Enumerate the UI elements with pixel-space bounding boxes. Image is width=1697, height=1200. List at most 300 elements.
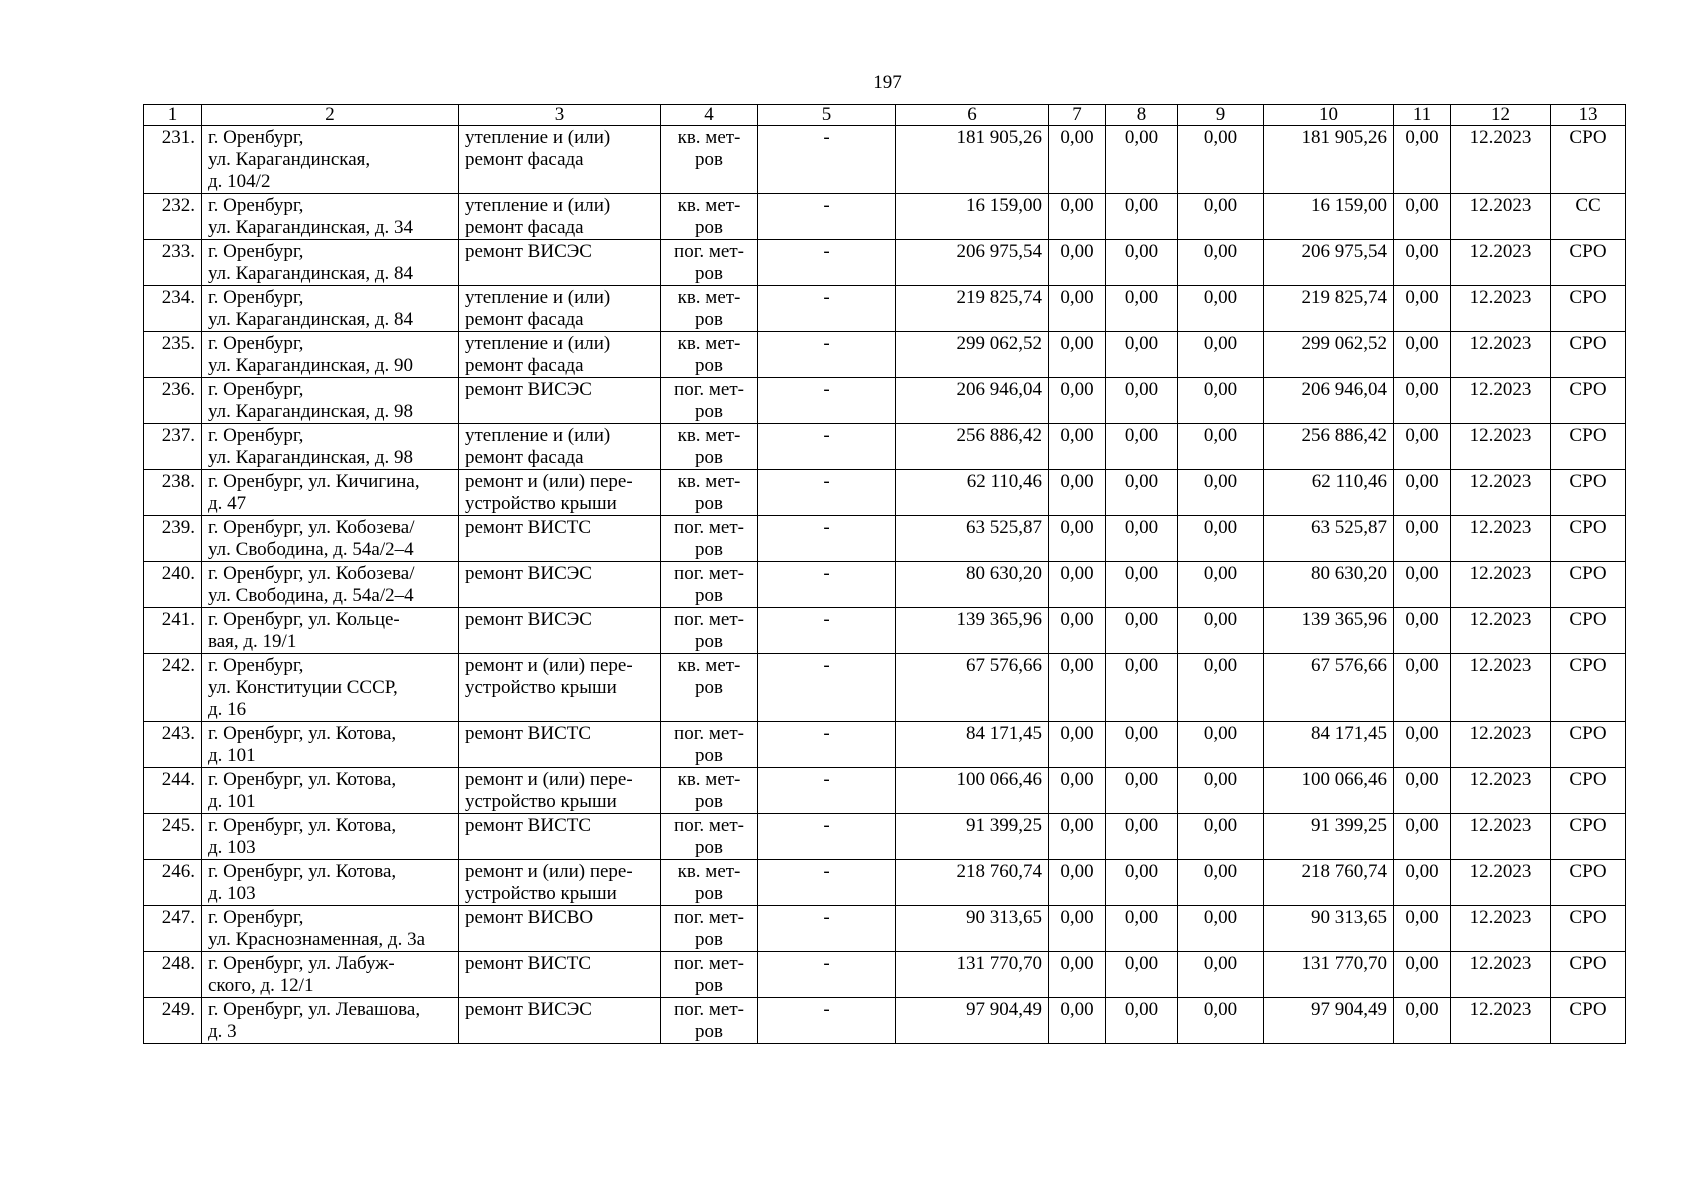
- cell-col8: 0,00: [1106, 332, 1178, 378]
- cell-unit-line: ров: [695, 493, 723, 514]
- cell-unit-line: кв. мет-: [677, 127, 741, 148]
- cell-row-number: 245.: [144, 814, 202, 860]
- cell-address: [202, 860, 459, 906]
- cell-unit-line: кв. мет-: [677, 287, 741, 308]
- cell-row-number: 238.: [144, 470, 202, 516]
- cell-amount-total: 80 630,20: [896, 562, 1049, 608]
- cell-address-line: д. 47: [208, 493, 247, 514]
- cell-work-type: [459, 860, 661, 906]
- cell-amount-fund: 206 946,04: [1264, 378, 1394, 424]
- table-row: [144, 998, 1626, 1044]
- cell-col8: 0,00: [1106, 814, 1178, 860]
- cell-unit-line: кв. мет-: [677, 425, 741, 446]
- cell-address-line: вая, д. 19/1: [208, 631, 297, 652]
- cell-col5: -: [758, 860, 896, 906]
- cell-work-type: [459, 952, 661, 998]
- cell-unit-line: кв. мет-: [677, 655, 741, 676]
- table-row: [144, 722, 1626, 768]
- cell-unit: [661, 562, 758, 608]
- cell-unit: [661, 240, 758, 286]
- cell-col11: 0,00: [1394, 240, 1451, 286]
- cell-address-line: ул. Свободина, д. 54а/2–4: [208, 539, 414, 560]
- cell-unit-line: пог. мет-: [674, 609, 744, 630]
- cell-col5: -: [758, 286, 896, 332]
- cell-method: СРО: [1551, 654, 1626, 722]
- cell-col11: 0,00: [1394, 378, 1451, 424]
- cell-col9: 0,00: [1178, 424, 1264, 470]
- cell-unit: [661, 654, 758, 722]
- cell-deadline: 12.2023: [1451, 378, 1551, 424]
- cell-address-line: г. Оренбург,: [208, 333, 304, 354]
- cell-col7: 0,00: [1049, 470, 1106, 516]
- cell-address: [202, 562, 459, 608]
- cell-col9: 0,00: [1178, 240, 1264, 286]
- cell-work-type: [459, 240, 661, 286]
- cell-unit-line: пог. мет-: [674, 815, 744, 836]
- cell-unit: [661, 470, 758, 516]
- cell-amount-fund: 299 062,52: [1264, 332, 1394, 378]
- cell-col8: 0,00: [1106, 654, 1178, 722]
- cell-unit-line: пог. мет-: [674, 907, 744, 928]
- cell-col11: 0,00: [1394, 516, 1451, 562]
- cell-address-line: д. 3: [208, 1021, 237, 1042]
- cell-amount-fund: 67 576,66: [1264, 654, 1394, 722]
- cell-col7: 0,00: [1049, 332, 1106, 378]
- cell-address-line: г. Оренбург, ул. Левашова,: [208, 999, 421, 1020]
- cell-row-number: 239.: [144, 516, 202, 562]
- cell-work-type-line: ремонт ВИСЭС: [465, 379, 592, 400]
- cell-method: СС: [1551, 194, 1626, 240]
- cell-col9: 0,00: [1178, 814, 1264, 860]
- cell-method: СРО: [1551, 814, 1626, 860]
- cell-row-number: 234.: [144, 286, 202, 332]
- cell-unit: [661, 608, 758, 654]
- cell-work-type-line: ремонт ВИСЭС: [465, 241, 592, 262]
- column-header-9: 9: [1178, 105, 1264, 126]
- cell-amount-total: 90 313,65: [896, 906, 1049, 952]
- cell-col11: 0,00: [1394, 722, 1451, 768]
- cell-address-line: ул. Карагандинская, д. 98: [208, 447, 414, 468]
- cell-unit: [661, 332, 758, 378]
- table-row: [144, 424, 1626, 470]
- cell-row-number: 242.: [144, 654, 202, 722]
- cell-address: [202, 194, 459, 240]
- table-header: [144, 105, 1626, 126]
- cell-col9: 0,00: [1178, 126, 1264, 194]
- cell-amount-total: 62 110,46: [896, 470, 1049, 516]
- cell-address: [202, 470, 459, 516]
- cell-col9: 0,00: [1178, 332, 1264, 378]
- cell-col11: 0,00: [1394, 286, 1451, 332]
- cell-col8: 0,00: [1106, 768, 1178, 814]
- cell-work-type: [459, 332, 661, 378]
- cell-deadline: 12.2023: [1451, 608, 1551, 654]
- cell-col8: 0,00: [1106, 378, 1178, 424]
- cell-unit-line: ров: [695, 975, 723, 996]
- cell-method: СРО: [1551, 608, 1626, 654]
- cell-method: СРО: [1551, 424, 1626, 470]
- cell-col11: 0,00: [1394, 654, 1451, 722]
- table-row: [144, 654, 1626, 722]
- cell-deadline: 12.2023: [1451, 562, 1551, 608]
- cell-deadline: 12.2023: [1451, 332, 1551, 378]
- cell-col5: -: [758, 608, 896, 654]
- cell-amount-total: 67 576,66: [896, 654, 1049, 722]
- cell-address-line: г. Оренбург, ул. Кольце-: [208, 609, 400, 630]
- cell-col7: 0,00: [1049, 424, 1106, 470]
- cell-work-type-line: ремонт и (или) пере-: [465, 861, 633, 882]
- cell-method: СРО: [1551, 860, 1626, 906]
- cell-address-line: ул. Карагандинская, д. 84: [208, 309, 414, 330]
- cell-deadline: 12.2023: [1451, 654, 1551, 722]
- cell-unit-line: ров: [695, 883, 723, 904]
- cell-work-type-line: ремонт ВИСТС: [465, 953, 592, 974]
- cell-work-type-line: ремонт фасада: [465, 447, 584, 468]
- cell-col7: 0,00: [1049, 998, 1106, 1044]
- cell-work-type-line: ремонт ВИСЭС: [465, 563, 592, 584]
- cell-deadline: 12.2023: [1451, 722, 1551, 768]
- cell-amount-fund: 100 066,46: [1264, 768, 1394, 814]
- cell-col8: 0,00: [1106, 240, 1178, 286]
- cell-col9: 0,00: [1178, 906, 1264, 952]
- cell-col9: 0,00: [1178, 952, 1264, 998]
- cell-col11: 0,00: [1394, 952, 1451, 998]
- cell-work-type-line: утепление и (или): [465, 127, 611, 148]
- cell-col5: -: [758, 126, 896, 194]
- cell-address-line: д. 103: [208, 837, 256, 858]
- cell-row-number: 237.: [144, 424, 202, 470]
- cell-col8: 0,00: [1106, 860, 1178, 906]
- cell-amount-fund: 63 525,87: [1264, 516, 1394, 562]
- column-header-6: 6: [896, 105, 1049, 126]
- cell-address-line: г. Оренбург,: [208, 241, 304, 262]
- cell-col7: 0,00: [1049, 906, 1106, 952]
- cell-method: СРО: [1551, 562, 1626, 608]
- cell-amount-fund: 131 770,70: [1264, 952, 1394, 998]
- cell-amount-total: 181 905,26: [896, 126, 1049, 194]
- cell-row-number: 233.: [144, 240, 202, 286]
- cell-amount-fund: 219 825,74: [1264, 286, 1394, 332]
- cell-method: СРО: [1551, 332, 1626, 378]
- cell-amount-total: 100 066,46: [896, 768, 1049, 814]
- cell-col8: 0,00: [1106, 126, 1178, 194]
- cell-unit-line: пог. мет-: [674, 517, 744, 538]
- cell-col7: 0,00: [1049, 860, 1106, 906]
- cell-address-line: г. Оренбург, ул. Котова,: [208, 723, 397, 744]
- cell-col9: 0,00: [1178, 378, 1264, 424]
- cell-col7: 0,00: [1049, 654, 1106, 722]
- cell-amount-total: 139 365,96: [896, 608, 1049, 654]
- table-row: [144, 608, 1626, 654]
- cell-col9: 0,00: [1178, 608, 1264, 654]
- cell-unit: [661, 860, 758, 906]
- cell-deadline: 12.2023: [1451, 424, 1551, 470]
- cell-method: СРО: [1551, 906, 1626, 952]
- cell-amount-fund: 206 975,54: [1264, 240, 1394, 286]
- cell-col9: 0,00: [1178, 722, 1264, 768]
- cell-col7: 0,00: [1049, 126, 1106, 194]
- cell-col9: 0,00: [1178, 860, 1264, 906]
- cell-col7: 0,00: [1049, 286, 1106, 332]
- cell-col7: 0,00: [1049, 814, 1106, 860]
- cell-unit-line: ров: [695, 401, 723, 422]
- cell-unit: [661, 906, 758, 952]
- cell-deadline: 12.2023: [1451, 906, 1551, 952]
- cell-row-number: 248.: [144, 952, 202, 998]
- cell-address: [202, 608, 459, 654]
- cell-col8: 0,00: [1106, 516, 1178, 562]
- cell-unit-line: ров: [695, 791, 723, 812]
- cell-col11: 0,00: [1394, 562, 1451, 608]
- cell-col8: 0,00: [1106, 424, 1178, 470]
- cell-address-line: ул. Свободина, д. 54а/2–4: [208, 585, 414, 606]
- table-row: [144, 814, 1626, 860]
- cell-col8: 0,00: [1106, 952, 1178, 998]
- cell-col11: 0,00: [1394, 608, 1451, 654]
- cell-col8: 0,00: [1106, 608, 1178, 654]
- cell-address-line: д. 104/2: [208, 171, 271, 192]
- cell-col11: 0,00: [1394, 906, 1451, 952]
- cell-amount-fund: 218 760,74: [1264, 860, 1394, 906]
- cell-address: [202, 654, 459, 722]
- cell-address: [202, 906, 459, 952]
- cell-address-line: ул. Карагандинская, д. 98: [208, 401, 414, 422]
- cell-row-number: 243.: [144, 722, 202, 768]
- cell-method: СРО: [1551, 952, 1626, 998]
- cell-col5: -: [758, 814, 896, 860]
- cell-unit-line: ров: [695, 585, 723, 606]
- cell-work-type-line: ремонт фасада: [465, 309, 584, 330]
- cell-amount-total: 97 904,49: [896, 998, 1049, 1044]
- cell-col5: -: [758, 768, 896, 814]
- cell-col5: -: [758, 998, 896, 1044]
- cell-address-line: г. Оренбург,: [208, 127, 304, 148]
- cell-col9: 0,00: [1178, 654, 1264, 722]
- cell-address-line: г. Оренбург,: [208, 907, 304, 928]
- cell-col11: 0,00: [1394, 126, 1451, 194]
- cell-method: СРО: [1551, 286, 1626, 332]
- cell-col11: 0,00: [1394, 194, 1451, 240]
- cell-unit-line: кв. мет-: [677, 769, 741, 790]
- cell-address-line: д. 103: [208, 883, 256, 904]
- cell-work-type-line: утепление и (или): [465, 287, 611, 308]
- cell-unit: [661, 516, 758, 562]
- cell-work-type-line: ремонт ВИСТС: [465, 723, 592, 744]
- cell-row-number: 241.: [144, 608, 202, 654]
- cell-unit-line: ров: [695, 837, 723, 858]
- cell-method: СРО: [1551, 768, 1626, 814]
- cell-address-line: г. Оренбург,: [208, 655, 304, 676]
- cell-col7: 0,00: [1049, 952, 1106, 998]
- cell-address-line: ул. Карагандинская, д. 90: [208, 355, 414, 376]
- cell-work-type-line: ремонт фасада: [465, 355, 584, 376]
- cell-col7: 0,00: [1049, 608, 1106, 654]
- cell-unit-line: ров: [695, 149, 723, 170]
- cell-row-number: 235.: [144, 332, 202, 378]
- cell-amount-fund: 90 313,65: [1264, 906, 1394, 952]
- cell-unit-line: ров: [695, 631, 723, 652]
- cell-address: [202, 998, 459, 1044]
- cell-col11: 0,00: [1394, 814, 1451, 860]
- cell-address: [202, 722, 459, 768]
- cell-deadline: 12.2023: [1451, 516, 1551, 562]
- page-number: 197: [873, 72, 902, 93]
- cell-work-type: [459, 194, 661, 240]
- cell-work-type-line: устройство крыши: [465, 493, 617, 514]
- cell-unit: [661, 126, 758, 194]
- cell-deadline: 12.2023: [1451, 814, 1551, 860]
- cell-unit-line: пог. мет-: [674, 999, 744, 1020]
- cell-work-type: [459, 516, 661, 562]
- cell-col7: 0,00: [1049, 562, 1106, 608]
- cell-method: СРО: [1551, 516, 1626, 562]
- cell-col9: 0,00: [1178, 562, 1264, 608]
- cell-deadline: 12.2023: [1451, 470, 1551, 516]
- cell-unit: [661, 814, 758, 860]
- cell-address-line: г. Оренбург,: [208, 379, 304, 400]
- cell-work-type-line: ремонт ВИСВО: [465, 907, 594, 928]
- table-row: [144, 470, 1626, 516]
- cell-deadline: 12.2023: [1451, 952, 1551, 998]
- cell-unit-line: ров: [695, 539, 723, 560]
- cell-col9: 0,00: [1178, 768, 1264, 814]
- cell-col7: 0,00: [1049, 722, 1106, 768]
- cell-work-type-line: устройство крыши: [465, 791, 617, 812]
- cell-unit-line: ров: [695, 217, 723, 238]
- table-row: [144, 906, 1626, 952]
- cell-col8: 0,00: [1106, 562, 1178, 608]
- cell-col11: 0,00: [1394, 332, 1451, 378]
- cell-col5: -: [758, 470, 896, 516]
- cell-address: [202, 240, 459, 286]
- cell-unit-line: пог. мет-: [674, 953, 744, 974]
- cell-unit-line: ров: [695, 309, 723, 330]
- cell-work-type-line: ремонт и (или) пере-: [465, 471, 633, 492]
- table-row: [144, 378, 1626, 424]
- cell-col11: 0,00: [1394, 768, 1451, 814]
- cell-col5: -: [758, 952, 896, 998]
- cell-work-type: [459, 378, 661, 424]
- cell-work-type: [459, 126, 661, 194]
- cell-amount-fund: 181 905,26: [1264, 126, 1394, 194]
- cell-row-number: 249.: [144, 998, 202, 1044]
- table-row: [144, 768, 1626, 814]
- cell-col8: 0,00: [1106, 194, 1178, 240]
- cell-work-type: [459, 608, 661, 654]
- cell-address-line: г. Оренбург, ул. Котова,: [208, 815, 397, 836]
- cell-method: СРО: [1551, 722, 1626, 768]
- cell-work-type-line: устройство крыши: [465, 677, 617, 698]
- cell-col11: 0,00: [1394, 998, 1451, 1044]
- cell-work-type: [459, 654, 661, 722]
- column-header-7: 7: [1049, 105, 1106, 126]
- column-header-5: 5: [758, 105, 896, 126]
- cell-col5: -: [758, 516, 896, 562]
- cell-work-type-line: ремонт и (или) пере-: [465, 769, 633, 790]
- cell-row-number: 244.: [144, 768, 202, 814]
- cell-address-line: г. Оренбург, ул. Кобозева/: [208, 517, 415, 538]
- column-header-13: 13: [1551, 105, 1626, 126]
- cell-unit: [661, 286, 758, 332]
- cell-address-line: ского, д. 12/1: [208, 975, 314, 996]
- cell-deadline: 12.2023: [1451, 768, 1551, 814]
- cell-deadline: 12.2023: [1451, 194, 1551, 240]
- cell-method: СРО: [1551, 998, 1626, 1044]
- cell-col8: 0,00: [1106, 470, 1178, 516]
- table-row: [144, 126, 1626, 194]
- cell-col7: 0,00: [1049, 516, 1106, 562]
- cell-unit: [661, 952, 758, 998]
- cell-unit-line: ров: [695, 1021, 723, 1042]
- cell-unit: [661, 424, 758, 470]
- cell-col11: 0,00: [1394, 424, 1451, 470]
- cell-work-type-line: ремонт фасада: [465, 149, 584, 170]
- cell-address: [202, 424, 459, 470]
- cell-work-type: [459, 998, 661, 1044]
- cell-unit-line: ров: [695, 745, 723, 766]
- cell-col9: 0,00: [1178, 286, 1264, 332]
- column-header-8: 8: [1106, 105, 1178, 126]
- cell-address: [202, 378, 459, 424]
- cell-amount-fund: 139 365,96: [1264, 608, 1394, 654]
- cell-work-type-line: устройство крыши: [465, 883, 617, 904]
- registry-table: [143, 104, 1626, 1044]
- cell-work-type-line: утепление и (или): [465, 333, 611, 354]
- cell-unit-line: пог. мет-: [674, 379, 744, 400]
- cell-amount-total: 218 760,74: [896, 860, 1049, 906]
- cell-work-type: [459, 814, 661, 860]
- cell-col7: 0,00: [1049, 768, 1106, 814]
- cell-row-number: 247.: [144, 906, 202, 952]
- cell-col5: -: [758, 424, 896, 470]
- cell-address-line: г. Оренбург, ул. Лабуж-: [208, 953, 395, 974]
- cell-address-line: д. 101: [208, 791, 256, 812]
- cell-address: [202, 814, 459, 860]
- cell-amount-total: 299 062,52: [896, 332, 1049, 378]
- cell-deadline: 12.2023: [1451, 998, 1551, 1044]
- cell-deadline: 12.2023: [1451, 126, 1551, 194]
- cell-col7: 0,00: [1049, 194, 1106, 240]
- cell-col8: 0,00: [1106, 906, 1178, 952]
- cell-address-line: ул. Конституции СССР,: [208, 677, 398, 698]
- cell-row-number: 236.: [144, 378, 202, 424]
- cell-col7: 0,00: [1049, 240, 1106, 286]
- cell-col9: 0,00: [1178, 998, 1264, 1044]
- cell-amount-total: 256 886,42: [896, 424, 1049, 470]
- cell-address-line: г. Оренбург, ул. Кобозева/: [208, 563, 415, 584]
- cell-unit-line: ров: [695, 263, 723, 284]
- column-header-2: 2: [202, 105, 459, 126]
- table-row: [144, 952, 1626, 998]
- cell-work-type: [459, 562, 661, 608]
- cell-col5: -: [758, 194, 896, 240]
- cell-work-type-line: ремонт ВИСТС: [465, 815, 592, 836]
- cell-address: [202, 768, 459, 814]
- column-header-1: 1: [144, 105, 202, 126]
- cell-address-line: д. 16: [208, 699, 247, 720]
- cell-work-type-line: утепление и (или): [465, 425, 611, 446]
- cell-unit-line: кв. мет-: [677, 333, 741, 354]
- cell-amount-total: 131 770,70: [896, 952, 1049, 998]
- cell-unit-line: ров: [695, 355, 723, 376]
- cell-unit-line: пог. мет-: [674, 723, 744, 744]
- cell-unit: [661, 722, 758, 768]
- cell-address-line: г. Оренбург,: [208, 287, 304, 308]
- table-body: [144, 126, 1626, 1044]
- table-row: [144, 516, 1626, 562]
- cell-unit-line: кв. мет-: [677, 195, 741, 216]
- cell-col11: 0,00: [1394, 860, 1451, 906]
